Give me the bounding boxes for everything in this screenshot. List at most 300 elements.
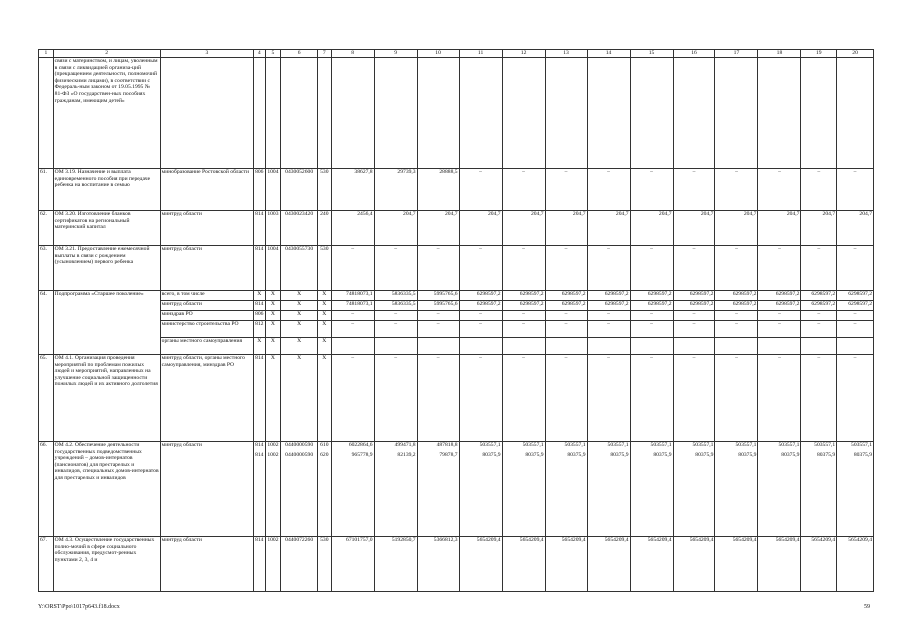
- table-row: [39, 169, 874, 211]
- row-executor: органы местного самоуправления: [160, 338, 253, 355]
- value-line: 80375,9: [567, 452, 586, 458]
- value-cell: –: [374, 311, 417, 321]
- table-row: [39, 338, 874, 355]
- code-cell: [254, 442, 266, 537]
- value-cell: 204,7: [459, 211, 502, 246]
- value-cell: [459, 338, 502, 355]
- code-cell: 530: [317, 537, 331, 592]
- value-cell: –: [673, 311, 715, 321]
- value-cell: –: [801, 169, 837, 211]
- table-cell: [673, 58, 715, 169]
- value-cell: 6298597,2: [502, 301, 545, 311]
- page-number: 59: [864, 604, 870, 610]
- budget-table: [38, 49, 874, 592]
- header-cell: 20: [837, 50, 874, 58]
- value-cell: –: [545, 321, 587, 338]
- value-cell: –: [837, 311, 874, 321]
- row-executor: минтруд области, органы местного самоуправления, минздрав РО: [160, 355, 253, 442]
- value-cell: [502, 338, 545, 355]
- value-cell: [801, 442, 837, 537]
- header-cell: 17: [715, 50, 758, 58]
- code-cell: Х: [281, 291, 318, 301]
- value-cell: 5654209,4: [801, 537, 837, 592]
- table-row: [39, 291, 874, 301]
- table-row: [39, 311, 874, 321]
- value-cell: 6298597,2: [837, 291, 874, 301]
- table-cell: [331, 58, 374, 169]
- header-cell: 15: [630, 50, 673, 58]
- value-cell: 6298597,2: [758, 301, 801, 311]
- value-line: 80375,9: [482, 452, 501, 458]
- value-cell: –: [545, 169, 587, 211]
- row-executor: минтруд области: [160, 211, 253, 246]
- value-cell: –: [545, 311, 587, 321]
- value-line: 80375,9: [695, 452, 714, 458]
- value-cell: 6298597,2: [801, 291, 837, 301]
- value-cell: –: [715, 355, 758, 442]
- table-row: [39, 301, 874, 311]
- value-cell: –: [545, 246, 587, 291]
- value-cell: –: [587, 246, 630, 291]
- value-cell: 5654209,4: [715, 537, 758, 592]
- value-cell: –: [502, 321, 545, 338]
- table-cell: [801, 58, 837, 169]
- value-cell: [837, 442, 874, 537]
- value-cell: 204,7: [801, 211, 837, 246]
- code-cell: 812: [254, 321, 266, 338]
- table-row: [39, 321, 874, 338]
- value-cell: [545, 338, 587, 355]
- code-line: 814: [255, 442, 264, 448]
- table-cell: [715, 58, 758, 169]
- code-cell: Х: [281, 311, 318, 321]
- value-cell: [673, 338, 715, 355]
- code-cell: 806: [254, 311, 266, 321]
- value-cell: –: [459, 355, 502, 442]
- value-cell: –: [459, 321, 502, 338]
- value-cell: 6298597,2: [630, 301, 673, 311]
- table-cell: [160, 58, 253, 169]
- value-line: 503557,1: [814, 442, 836, 448]
- code-cell: Х: [265, 338, 281, 355]
- value-cell: –: [417, 355, 459, 442]
- value-cell: 67101757,0: [331, 537, 374, 592]
- value-cell: [801, 338, 837, 355]
- value-cell: –: [758, 355, 801, 442]
- value-cell: [331, 338, 374, 355]
- value-cell: 6298597,2: [801, 301, 837, 311]
- row-number: 65.: [39, 355, 54, 442]
- value-cell: –: [801, 321, 837, 338]
- value-cell: –: [715, 246, 758, 291]
- value-cell: 5995765,6: [417, 291, 459, 301]
- code-cell: Х: [254, 291, 266, 301]
- header-cell: 19: [801, 50, 837, 58]
- value-cell: 5654209,4: [630, 537, 673, 592]
- header-cell: 9: [374, 50, 417, 58]
- value-cell: [374, 338, 417, 355]
- header-cell: 13: [545, 50, 587, 58]
- value-line: 499471,8: [394, 442, 416, 448]
- code-cell: 0430023420: [281, 211, 318, 246]
- code-cell: [265, 442, 281, 537]
- value-cell: –: [837, 246, 874, 291]
- value-cell: 6298597,2: [459, 301, 502, 311]
- value-line: 965778,9: [351, 452, 373, 458]
- header-cell: 8: [331, 50, 374, 58]
- value-cell: 74818073,1: [331, 301, 374, 311]
- table-cell: [254, 58, 266, 169]
- value-cell: [459, 442, 502, 537]
- table-cell: [587, 58, 630, 169]
- code-cell: 814: [254, 537, 266, 592]
- value-cell: 2456,4: [331, 211, 374, 246]
- header-cell: 6: [281, 50, 318, 58]
- row-executor: минтруд области: [160, 537, 253, 592]
- row-executor: минздрав РО: [160, 311, 253, 321]
- code-cell: 1004: [265, 246, 281, 291]
- code-cell: 1003: [265, 211, 281, 246]
- row-number: [39, 58, 54, 169]
- table-row: [39, 442, 874, 537]
- value-line: 503557,1: [564, 442, 586, 448]
- table-body: [39, 50, 874, 592]
- code-cell: 240: [317, 211, 331, 246]
- value-cell: 5654209,4: [502, 537, 545, 592]
- code-cell: 0430052600: [281, 169, 318, 211]
- value-cell: 204,7: [758, 211, 801, 246]
- value-cell: [331, 442, 374, 537]
- value-cell: 204,7: [417, 211, 459, 246]
- value-cell: 204,7: [715, 211, 758, 246]
- value-cell: –: [331, 355, 374, 442]
- value-cell: [587, 338, 630, 355]
- value-cell: –: [331, 321, 374, 338]
- value-cell: –: [758, 311, 801, 321]
- value-cell: –: [715, 321, 758, 338]
- value-cell: [673, 442, 715, 537]
- header-cell: 3: [160, 50, 253, 58]
- row-executor: минтруд области: [160, 301, 253, 311]
- code-cell: [281, 442, 318, 537]
- table-cell: [374, 58, 417, 169]
- header-cell: 4: [254, 50, 266, 58]
- row-number: 66.: [39, 442, 54, 537]
- value-cell: –: [459, 169, 502, 211]
- value-cell: [715, 338, 758, 355]
- value-cell: 204,7: [545, 211, 587, 246]
- table-cell: [837, 58, 874, 169]
- footer-file-path: Y:\ORST\Ppo\1017p643.f18.docx: [38, 604, 120, 610]
- value-cell: 6298597,2: [630, 291, 673, 301]
- value-cell: 5654209,4: [545, 537, 587, 592]
- table-cell: [545, 58, 587, 169]
- value-cell: 6298597,2: [545, 291, 587, 301]
- value-cell: –: [673, 169, 715, 211]
- value-cell: 5192850,7: [374, 537, 417, 592]
- value-line: 487818,8: [436, 442, 458, 448]
- value-cell: –: [630, 355, 673, 442]
- value-cell: [374, 442, 417, 537]
- value-cell: 28888,5: [417, 169, 459, 211]
- code-cell: 0440072260: [281, 537, 318, 592]
- value-line: 503557,1: [735, 442, 757, 448]
- value-cell: –: [587, 311, 630, 321]
- value-cell: 5654209,4: [837, 537, 874, 592]
- value-cell: 6298597,2: [502, 291, 545, 301]
- document-sheet: [38, 49, 874, 592]
- value-cell: –: [374, 246, 417, 291]
- value-cell: –: [837, 355, 874, 442]
- header-cell: 11: [459, 50, 502, 58]
- code-cell: Х: [281, 301, 318, 311]
- value-cell: –: [502, 169, 545, 211]
- value-cell: –: [459, 311, 502, 321]
- header-cell: 5: [265, 50, 281, 58]
- table-row: [39, 246, 874, 291]
- value-cell: –: [837, 169, 874, 211]
- code-cell: 814: [254, 301, 266, 311]
- row-name: Подпрограмма «Старшее поколение»: [53, 291, 160, 355]
- header-cell: 1: [39, 50, 54, 58]
- value-cell: –: [801, 311, 837, 321]
- value-cell: [502, 442, 545, 537]
- value-cell: –: [587, 321, 630, 338]
- row-name: связи с материнством, и лицам, уволенным в связи с ликвидацией организа-ций (прекращением деятельности, полномочий физическими лицами), в соответствии с Федераль-ным законом от 19.05.1995 № 81-ФЗ «О государствен-ных пособиях гражданам, имеющим детей»: [53, 58, 160, 169]
- value-cell: [587, 442, 630, 537]
- value-cell: –: [417, 321, 459, 338]
- value-cell: 204,7: [502, 211, 545, 246]
- value-cell: 204,7: [374, 211, 417, 246]
- code-cell: Х: [317, 338, 331, 355]
- code-cell: 530: [317, 246, 331, 291]
- code-cell: Х: [254, 338, 266, 355]
- value-cell: –: [837, 321, 874, 338]
- value-cell: –: [801, 246, 837, 291]
- code-line: 1002: [267, 452, 279, 458]
- code-line: 814: [255, 452, 264, 458]
- value-cell: [837, 338, 874, 355]
- code-cell: Х: [317, 321, 331, 338]
- value-cell: –: [630, 311, 673, 321]
- value-cell: 5654209,4: [758, 537, 801, 592]
- value-line: 80375,9: [610, 452, 629, 458]
- value-line: 80375,9: [525, 452, 544, 458]
- value-cell: –: [459, 246, 502, 291]
- row-number: 63.: [39, 246, 54, 291]
- code-cell: 814: [254, 355, 266, 442]
- value-cell: 5366812,3: [417, 537, 459, 592]
- value-line: 79878,7: [439, 452, 458, 458]
- value-cell: 5836335,5: [374, 301, 417, 311]
- value-cell: 6298597,2: [587, 291, 630, 301]
- value-cell: –: [715, 169, 758, 211]
- table-cell: [281, 58, 318, 169]
- row-number: 67.: [39, 537, 54, 592]
- table-cell: [630, 58, 673, 169]
- row-name: ОМ 3.20. Изготовление бланков сертификатов на региональный материнский капитал: [53, 211, 160, 246]
- table-row: [39, 355, 874, 442]
- value-cell: 5654209,4: [673, 537, 715, 592]
- value-cell: –: [758, 169, 801, 211]
- value-cell: –: [630, 246, 673, 291]
- code-line: 0440000590: [285, 442, 314, 448]
- header-cell: 10: [417, 50, 459, 58]
- value-line: 80375,9: [816, 452, 836, 458]
- value-cell: 6298597,2: [673, 291, 715, 301]
- code-line: 610: [320, 442, 329, 448]
- value-line: 503557,1: [479, 442, 501, 448]
- value-cell: –: [417, 311, 459, 321]
- value-cell: 38627,8: [331, 169, 374, 211]
- code-cell: Х: [281, 321, 318, 338]
- value-line: 80375,9: [738, 452, 757, 458]
- header-cell: 7: [317, 50, 331, 58]
- value-cell: –: [801, 355, 837, 442]
- header-cell: 14: [587, 50, 630, 58]
- value-cell: 5995765,6: [417, 301, 459, 311]
- row-executor: минтруд области: [160, 246, 253, 291]
- value-line: 503557,1: [692, 442, 714, 448]
- value-cell: –: [331, 311, 374, 321]
- code-cell: Х: [281, 338, 318, 355]
- code-line: 1002: [267, 442, 279, 448]
- code-cell: Х: [265, 321, 281, 338]
- header-row: [39, 50, 874, 58]
- value-cell: [758, 338, 801, 355]
- table-cell: [502, 58, 545, 169]
- row-executor: министерство строительства РО: [160, 321, 253, 338]
- value-cell: [545, 442, 587, 537]
- value-cell: 6298597,2: [673, 301, 715, 311]
- value-cell: [417, 338, 459, 355]
- value-cell: 6298597,2: [545, 301, 587, 311]
- value-cell: [417, 442, 459, 537]
- value-cell: –: [715, 311, 758, 321]
- value-cell: 204,7: [673, 211, 715, 246]
- row-name: ОМ 4.2. Обеспечение деятельности государственных подведомственных учреждений – домов-интернатов (пансионатов) для престарелых и инвалидов, специальных домов-интернатов для престарелых и инвалидов: [53, 442, 160, 537]
- value-cell: 6298597,2: [587, 301, 630, 311]
- row-number: 61.: [39, 169, 54, 211]
- value-cell: 204,7: [837, 211, 874, 246]
- header-cell: 12: [502, 50, 545, 58]
- code-cell: Х: [265, 291, 281, 301]
- value-cell: –: [502, 246, 545, 291]
- code-line: 0440000590: [285, 452, 314, 458]
- value-cell: –: [331, 246, 374, 291]
- value-line: 6022864,6: [348, 442, 373, 448]
- code-cell: 1004: [265, 169, 281, 211]
- value-line: 82139,2: [397, 452, 416, 458]
- row-executor: минобразование Ростовской области: [160, 169, 253, 211]
- value-line: 503557,1: [607, 442, 629, 448]
- code-cell: Х: [265, 311, 281, 321]
- header-cell: 18: [758, 50, 801, 58]
- value-cell: 5836335,5: [374, 291, 417, 301]
- row-number: 64.: [39, 291, 54, 355]
- value-line: 503557,1: [650, 442, 672, 448]
- value-cell: –: [630, 321, 673, 338]
- code-cell: Х: [317, 311, 331, 321]
- value-cell: –: [374, 355, 417, 442]
- value-line: 80375,9: [781, 452, 800, 458]
- code-cell: 806: [254, 169, 266, 211]
- code-cell: 814: [254, 211, 266, 246]
- value-cell: 5654209,4: [587, 537, 630, 592]
- table-cell: [317, 58, 331, 169]
- value-cell: 6298597,2: [715, 301, 758, 311]
- value-cell: [630, 442, 673, 537]
- row-name: ОМ 3.19. Назначение и выплата единовременного пособия при передаче ребенка на воспитание в семью: [53, 169, 160, 211]
- code-cell: 530: [317, 169, 331, 211]
- code-cell: 0430055730: [281, 246, 318, 291]
- value-cell: 6298597,2: [715, 291, 758, 301]
- table-row: [39, 537, 874, 592]
- row-name: ОМ 3.21. Предоставление ежемесячной выплаты в связи с рождением (усыновлением) первого ребенка: [53, 246, 160, 291]
- value-cell: 74818073,1: [331, 291, 374, 301]
- value-cell: –: [630, 169, 673, 211]
- value-cell: 204,7: [630, 211, 673, 246]
- code-cell: Х: [317, 291, 331, 301]
- value-line: 80375,9: [853, 452, 872, 458]
- row-name: ОМ 4.3. Осуществление государственных полно-мочий в сфере социального обслуживания, предусмот-ренных пунктами 2, 3, 4 и: [53, 537, 160, 592]
- value-cell: 29739,3: [374, 169, 417, 211]
- table-cell: [265, 58, 281, 169]
- value-line: 80375,9: [653, 452, 672, 458]
- value-cell: –: [758, 321, 801, 338]
- code-cell: Х: [317, 355, 331, 442]
- value-cell: –: [673, 246, 715, 291]
- value-cell: 6298597,2: [837, 301, 874, 311]
- value-cell: 204,7: [587, 211, 630, 246]
- value-cell: [630, 338, 673, 355]
- table-row: [39, 58, 874, 169]
- value-cell: 6298597,2: [459, 291, 502, 301]
- code-line: 620: [320, 452, 329, 458]
- value-cell: –: [587, 355, 630, 442]
- code-cell: Х: [281, 355, 318, 442]
- table-cell: [459, 58, 502, 169]
- row-number: 62.: [39, 211, 54, 246]
- code-cell: Х: [265, 355, 281, 442]
- value-cell: 6298597,2: [758, 291, 801, 301]
- header-cell: 16: [673, 50, 715, 58]
- value-cell: –: [545, 355, 587, 442]
- value-cell: –: [374, 321, 417, 338]
- table-cell: [758, 58, 801, 169]
- value-cell: –: [502, 355, 545, 442]
- table-cell: [417, 58, 459, 169]
- value-line: 503557,1: [778, 442, 800, 448]
- value-cell: [715, 442, 758, 537]
- table-row: [39, 211, 874, 246]
- value-cell: –: [502, 311, 545, 321]
- value-cell: [758, 442, 801, 537]
- value-line: 503557,1: [851, 442, 872, 448]
- value-cell: –: [673, 355, 715, 442]
- value-cell: –: [417, 246, 459, 291]
- code-cell: 814: [254, 246, 266, 291]
- header-cell: 2: [53, 50, 160, 58]
- value-cell: –: [758, 246, 801, 291]
- code-cell: 1002: [265, 537, 281, 592]
- row-executor: всего, в том числе: [160, 291, 253, 301]
- value-cell: –: [587, 169, 630, 211]
- row-executor: минтруд области: [160, 442, 253, 537]
- code-cell: Х: [265, 301, 281, 311]
- code-cell: [317, 442, 331, 537]
- value-cell: –: [673, 321, 715, 338]
